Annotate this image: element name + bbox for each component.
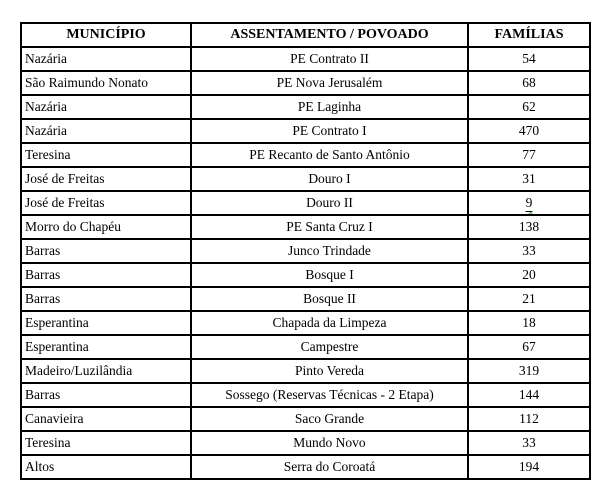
cell-municipio: Nazária [21, 119, 191, 143]
cell-assentamento: Campestre [191, 335, 468, 359]
cell-municipio: Nazária [21, 95, 191, 119]
cell-municipio: José de Freitas [21, 167, 191, 191]
table-row [21, 167, 590, 191]
cell-assentamento: Serra do Coroatá [191, 455, 468, 479]
header-row [21, 23, 590, 47]
table-row [21, 239, 590, 263]
cell-municipio: Barras [21, 263, 191, 287]
cell-municipio: Esperantina [21, 311, 191, 335]
table-row [21, 215, 590, 239]
families-table [20, 22, 591, 480]
table-row [21, 431, 590, 455]
cell-municipio: Barras [21, 287, 191, 311]
cell-municipio: Barras [21, 383, 191, 407]
cell-municipio: Esperantina [21, 335, 191, 359]
table-row [21, 311, 590, 335]
cell-assentamento: PE Laginha [191, 95, 468, 119]
cell-familias: 470 [468, 119, 590, 143]
cell-municipio: Nazária [21, 47, 191, 71]
table-row [21, 263, 590, 287]
cell-familias: 68 [468, 71, 590, 95]
cell-municipio: Canavieira [21, 407, 191, 431]
cell-assentamento: Chapada da Limpeza [191, 311, 468, 335]
cell-assentamento: Junco Trindade [191, 239, 468, 263]
cell-familias [468, 191, 590, 215]
underlined-number: 9 [525, 195, 533, 211]
table-row [21, 71, 590, 95]
table-row [21, 119, 590, 143]
cell-familias: 18 [468, 311, 590, 335]
cell-municipio: Morro do Chapéu [21, 215, 191, 239]
cell-familias: 54 [468, 47, 590, 71]
cell-familias: 319 [468, 359, 590, 383]
cell-municipio: São Raimundo Nonato [21, 71, 191, 95]
table-row [21, 407, 590, 431]
table-body [21, 47, 590, 479]
cell-municipio: Teresina [21, 431, 191, 455]
cell-assentamento: Pinto Vereda [191, 359, 468, 383]
table-row [21, 191, 590, 215]
table-header [21, 23, 590, 47]
cell-familias: 31 [468, 167, 590, 191]
cell-familias: 21 [468, 287, 590, 311]
cell-municipio: Madeiro/Luzilândia [21, 359, 191, 383]
cell-assentamento: Douro I [191, 167, 468, 191]
cell-assentamento: PE Nova Jerusalém [191, 71, 468, 95]
cell-familias: 138 [468, 215, 590, 239]
cell-municipio: Barras [21, 239, 191, 263]
cell-assentamento: Sossego (Reservas Técnicas - 2 Etapa) [191, 383, 468, 407]
cell-familias: 112 [468, 407, 590, 431]
cell-assentamento: PE Contrato II [191, 47, 468, 71]
cell-municipio: Altos [21, 455, 191, 479]
cell-familias: 194 [468, 455, 590, 479]
header-assentamento: ASSENTAMENTO / POVOADO [191, 23, 468, 47]
cell-municipio: José de Freitas [21, 191, 191, 215]
cell-municipio: Teresina [21, 143, 191, 167]
cell-assentamento: PE Recanto de Santo Antônio [191, 143, 468, 167]
cell-assentamento: PE Santa Cruz I [191, 215, 468, 239]
cell-assentamento: Mundo Novo [191, 431, 468, 455]
cell-familias: 67 [468, 335, 590, 359]
cell-familias: 33 [468, 239, 590, 263]
header-municipio: MUNICÍPIO [21, 23, 191, 47]
table-row [21, 383, 590, 407]
cell-assentamento: Bosque I [191, 263, 468, 287]
table-container [20, 22, 591, 480]
table-row [21, 143, 590, 167]
table-row [21, 455, 590, 479]
cell-assentamento: Douro II [191, 191, 468, 215]
table-row [21, 95, 590, 119]
cell-familias: 77 [468, 143, 590, 167]
table-row [21, 287, 590, 311]
cell-familias: 33 [468, 431, 590, 455]
table-row [21, 335, 590, 359]
cell-assentamento: Bosque II [191, 287, 468, 311]
cell-assentamento: Saco Grande [191, 407, 468, 431]
cell-familias: 62 [468, 95, 590, 119]
cell-familias: 20 [468, 263, 590, 287]
table-row [21, 359, 590, 383]
table-row [21, 47, 590, 71]
header-familias: FAMÍLIAS [468, 23, 590, 47]
cell-familias: 144 [468, 383, 590, 407]
spellcheck-underlined-value [526, 195, 533, 210]
cell-assentamento: PE Contrato I [191, 119, 468, 143]
